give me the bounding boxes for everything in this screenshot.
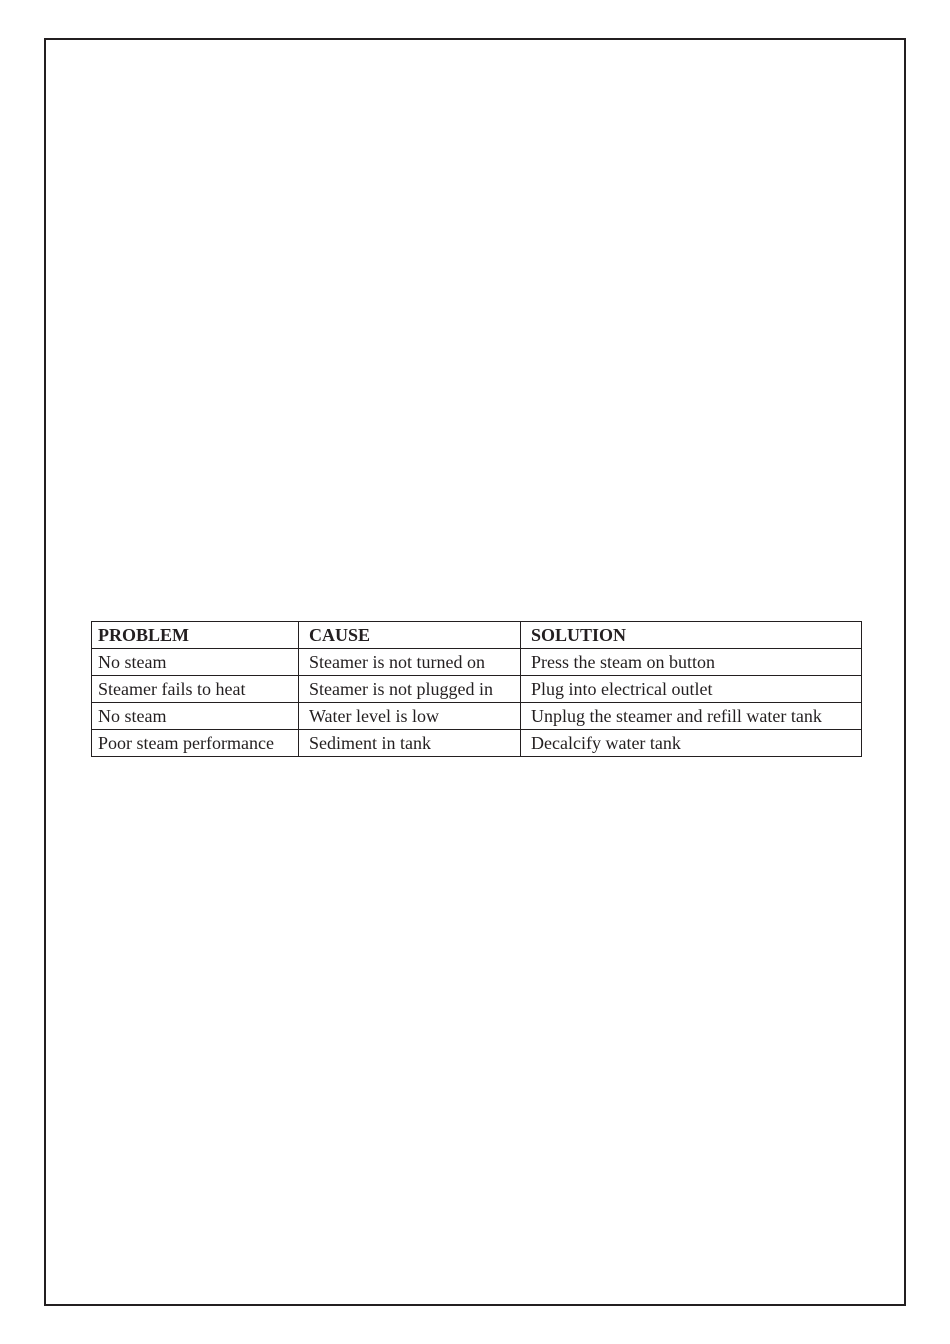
solution-cell: Decalcify water tank [521,730,862,757]
problem-cell: Poor steam performance [92,730,299,757]
table-row [92,649,862,676]
troubleshooting-table [91,621,862,757]
cause-cell: Steamer is not turned on [299,649,521,676]
problem-cell: No steam [92,703,299,730]
table-header-row [92,622,862,649]
cause-cell: Sediment in tank [299,730,521,757]
table-row [92,703,862,730]
table-row [92,730,862,757]
solution-cell: Press the steam on button [521,649,862,676]
solution-cell: Plug into electrical outlet [521,676,862,703]
problem-cell: Steamer fails to heat [92,676,299,703]
header-solution: SOLUTION [521,622,862,649]
header-problem: PROBLEM [92,622,299,649]
solution-cell: Unplug the steamer and refill water tank [521,703,862,730]
table-row [92,676,862,703]
cause-cell: Water level is low [299,703,521,730]
cause-cell: Steamer is not plugged in [299,676,521,703]
problem-cell: No steam [92,649,299,676]
header-cause: CAUSE [299,622,521,649]
